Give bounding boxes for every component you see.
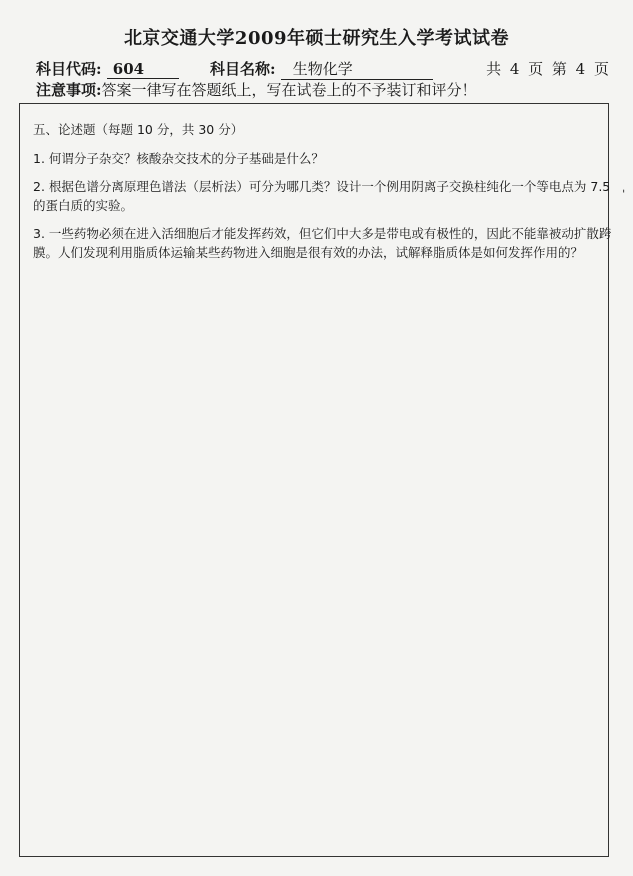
code-label: 科目代码: [36, 60, 102, 78]
question-content [33, 120, 613, 271]
subject-label: 科目名称: [210, 60, 276, 78]
page-count: 共 4 页 第 4 页 [486, 60, 611, 78]
question-2: 2. 根据色谱分离原理色谱法（层析法）可分为哪几类？设计一个例用阴离子交换柱纯化一个等电点为 7.5 的蛋白质的实验。 [33, 179, 611, 213]
subject-value: 生物化学 [281, 58, 433, 80]
notice-label: 注意事项: [36, 81, 102, 99]
code-value: 604 [107, 60, 179, 79]
exam-title: 北京交通大学2009年硕士研究生入学考试试卷 [123, 28, 510, 49]
notice-row [36, 79, 477, 100]
scan-edge-mark: ˈ [622, 188, 626, 202]
question-3: 3. 一些药物必须在进入活细胞后才能发挥药效，但它们中大多是带电或有极性的，因此不能靠被动扩散跨膜。人们发现利用脂质体运输某些药物进入细胞是很有效的办法，试解释脂质体是如何发挥作用的？ [33, 226, 612, 260]
notice-text: 答案一律写在答题纸上，写在试卷上的不予装订和评分！ [101, 81, 477, 99]
section-heading: 五、论述题（每题 10 分，共 30 分） [33, 122, 244, 137]
header-info-row [36, 58, 611, 80]
question-1: 1. 何谓分子杂交？核酸杂交技术的分子基础是什么？ [33, 151, 324, 166]
